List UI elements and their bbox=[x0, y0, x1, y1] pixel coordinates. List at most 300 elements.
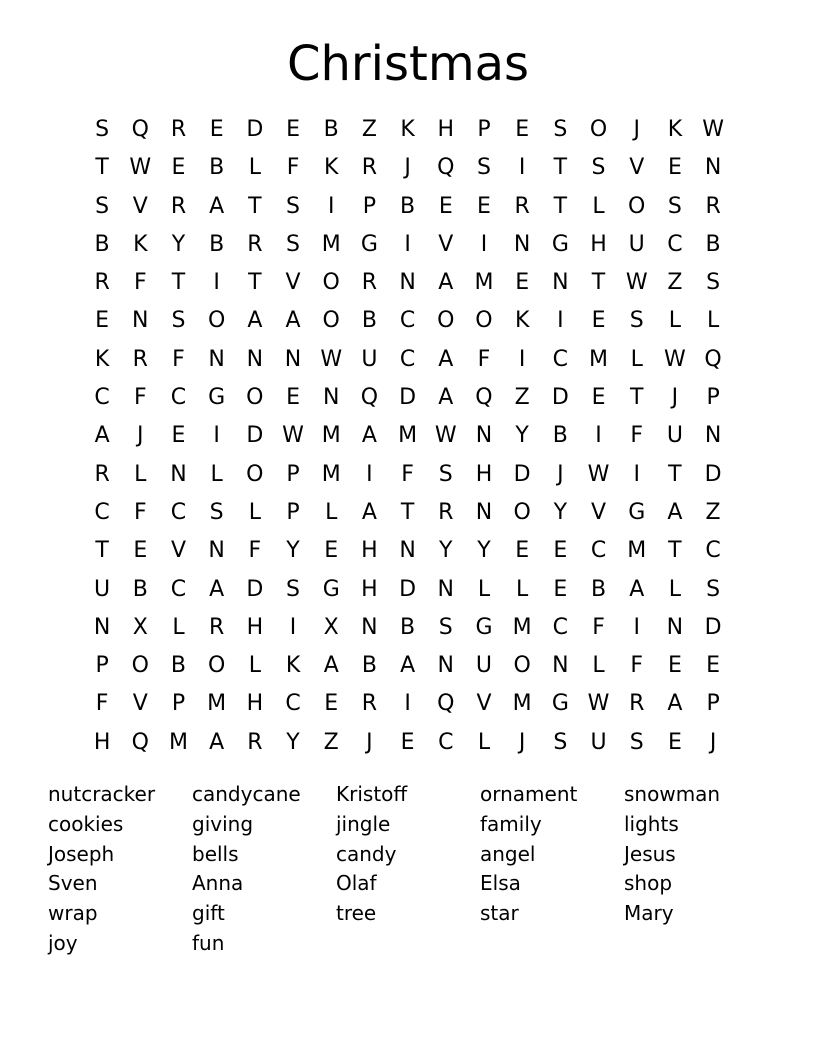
grid-letter: D bbox=[704, 614, 722, 640]
grid-letter: T bbox=[668, 461, 682, 487]
grid-letter: S bbox=[706, 576, 721, 602]
grid-letter: N bbox=[93, 614, 111, 640]
word-list-item: snowman bbox=[624, 782, 721, 806]
grid-letter: S bbox=[706, 270, 721, 296]
grid-letter: S bbox=[95, 193, 110, 219]
grid-letter: B bbox=[209, 155, 225, 181]
grid-letter: I bbox=[518, 155, 526, 181]
grid-letter: O bbox=[437, 308, 455, 334]
grid-letter: A bbox=[209, 729, 225, 755]
grid-letter: A bbox=[94, 423, 110, 449]
word-list-item: Jesus bbox=[624, 841, 676, 866]
grid-letter: I bbox=[404, 231, 411, 257]
grid-letter: W bbox=[702, 117, 724, 142]
grid-letter: R bbox=[629, 691, 645, 717]
grid-letter: K bbox=[514, 308, 530, 334]
grid-letter: C bbox=[170, 499, 187, 525]
grid-letter: H bbox=[361, 538, 378, 564]
grid-letter: T bbox=[553, 193, 568, 219]
grid-letter: L bbox=[592, 653, 605, 679]
grid-letter: H bbox=[246, 691, 264, 717]
grid-letter: F bbox=[95, 691, 109, 717]
grid-letter: V bbox=[629, 155, 645, 181]
grid-letter: E bbox=[286, 117, 300, 142]
grid-letter: N bbox=[437, 653, 455, 679]
grid-letter: M bbox=[474, 270, 494, 296]
grid-letter: T bbox=[171, 270, 186, 296]
grid-letter: N bbox=[132, 308, 149, 334]
grid-letter: S bbox=[438, 461, 453, 487]
grid-letter: L bbox=[477, 729, 491, 755]
grid-letter: T bbox=[248, 193, 262, 219]
grid-letter: Y bbox=[286, 538, 300, 564]
grid-letter: R bbox=[132, 346, 148, 372]
grid-letter: P bbox=[706, 691, 720, 717]
grid-letter: T bbox=[248, 270, 262, 296]
grid-letter: L bbox=[172, 614, 185, 640]
grid-letter: M bbox=[168, 729, 188, 755]
grid-letter: R bbox=[170, 193, 187, 219]
grid-letter: B bbox=[132, 576, 148, 602]
grid-letter: L bbox=[706, 308, 720, 334]
grid-letter: C bbox=[590, 538, 607, 564]
grid-letter: G bbox=[475, 614, 493, 640]
grid-letter: K bbox=[324, 155, 339, 181]
grid-letter: A bbox=[285, 308, 301, 334]
grid-letter: H bbox=[437, 117, 455, 142]
word-list-item: shop bbox=[624, 871, 673, 896]
word-list-item: Elsa bbox=[480, 871, 521, 896]
grid-letter: W bbox=[664, 346, 686, 372]
grid-letter: B bbox=[323, 117, 339, 142]
grid-letter: E bbox=[667, 729, 682, 755]
grid-letter: I bbox=[518, 346, 526, 372]
grid-letter: C bbox=[399, 346, 416, 372]
word-list-item: nutcracker bbox=[48, 782, 156, 806]
grid-letter: W bbox=[320, 346, 343, 372]
grid-letter: T bbox=[668, 538, 682, 564]
grid-letter: F bbox=[286, 155, 300, 181]
grid-letter: A bbox=[247, 308, 263, 334]
grid-letter: I bbox=[289, 614, 297, 640]
grid-letter: A bbox=[209, 576, 225, 602]
grid-letter: J bbox=[366, 729, 373, 755]
grid-letter: S bbox=[286, 231, 301, 257]
word-list-item: Kristoff bbox=[336, 782, 408, 806]
grid-letter: S bbox=[95, 117, 110, 142]
grid-letter: S bbox=[209, 499, 224, 525]
grid-letter: B bbox=[361, 308, 377, 334]
word-list-item: candycane bbox=[192, 782, 301, 806]
grid-letter: N bbox=[666, 614, 684, 640]
grid-letter: I bbox=[404, 691, 411, 717]
grid-letter: C bbox=[94, 385, 110, 411]
grid-letter: G bbox=[322, 576, 340, 602]
grid-letter: F bbox=[133, 499, 147, 525]
grid-letter: A bbox=[323, 653, 339, 679]
word-list-item: Olaf bbox=[336, 871, 377, 896]
grid-letter: B bbox=[209, 231, 225, 257]
grid-letter: J bbox=[671, 385, 679, 411]
grid-letter: W bbox=[587, 691, 610, 717]
grid-letter: E bbox=[209, 117, 224, 142]
word-list-item: ornament bbox=[480, 782, 578, 806]
grid-letter: L bbox=[668, 308, 682, 334]
grid-letter: R bbox=[170, 117, 187, 142]
grid-letter: R bbox=[514, 193, 530, 219]
grid-letter: Y bbox=[515, 423, 529, 449]
grid-letter: P bbox=[95, 653, 109, 679]
grid-letter: T bbox=[95, 538, 109, 564]
grid-letter: R bbox=[361, 691, 378, 717]
grid-letter: A bbox=[438, 270, 454, 296]
grid-letter: A bbox=[361, 499, 377, 525]
word-list-item: giving bbox=[192, 811, 254, 836]
word-list-item: Mary bbox=[624, 901, 674, 926]
word-list-item: candy bbox=[336, 841, 397, 866]
grid-letter: H bbox=[590, 231, 607, 257]
grid-letter: V bbox=[170, 538, 186, 564]
grid-letter: S bbox=[629, 729, 644, 755]
grid-letter: E bbox=[553, 576, 568, 602]
grid-letter: K bbox=[400, 117, 415, 142]
grid-letter: N bbox=[208, 538, 225, 564]
grid-letter: Y bbox=[439, 538, 453, 564]
grid-letter: R bbox=[705, 193, 721, 219]
grid-letter: L bbox=[630, 346, 643, 372]
grid-letter: B bbox=[361, 653, 377, 679]
grid-letter: D bbox=[513, 461, 531, 487]
grid-letter: M bbox=[321, 231, 341, 257]
grid-letter: E bbox=[553, 538, 568, 564]
grid-letter: B bbox=[94, 231, 110, 257]
grid-letter: S bbox=[286, 193, 301, 219]
grid-letter: W bbox=[434, 423, 457, 449]
grid-letter: Q bbox=[437, 155, 455, 181]
grid-letter: I bbox=[633, 461, 640, 487]
grid-letter: S bbox=[553, 117, 568, 142]
grid-letter: A bbox=[400, 653, 416, 679]
grid-letter: S bbox=[629, 308, 644, 334]
grid-letter: U bbox=[361, 346, 378, 372]
grid-letter: P bbox=[477, 117, 491, 142]
grid-letter: G bbox=[628, 499, 646, 525]
grid-letter: M bbox=[207, 691, 227, 717]
grid-letter: J bbox=[709, 729, 717, 755]
grid-letter: L bbox=[210, 461, 223, 487]
word-list-item: angel bbox=[480, 841, 536, 866]
grid-letter: G bbox=[208, 385, 226, 411]
grid-letter: L bbox=[325, 499, 338, 525]
grid-letter: C bbox=[705, 538, 721, 564]
grid-letter: O bbox=[589, 117, 608, 142]
grid-letter: F bbox=[630, 423, 644, 449]
grid-letter: C bbox=[438, 729, 454, 755]
grid-letter: Y bbox=[477, 538, 491, 564]
word-list-item: fun bbox=[192, 930, 225, 955]
grid-letter: F bbox=[172, 346, 185, 372]
grid-letter: X bbox=[132, 614, 148, 640]
grid-letter: O bbox=[322, 308, 340, 334]
grid-letter: I bbox=[213, 270, 220, 296]
grid-letter: H bbox=[361, 576, 378, 602]
grid-letter: N bbox=[361, 614, 378, 640]
word-list-item: gift bbox=[192, 901, 225, 926]
grid-letter: L bbox=[248, 499, 261, 525]
word-list-item: lights bbox=[624, 811, 679, 836]
grid-letter: B bbox=[400, 193, 416, 219]
grid-letter: O bbox=[131, 653, 149, 679]
grid-letter: A bbox=[438, 385, 454, 411]
grid-letter: M bbox=[321, 423, 341, 449]
word-list-item: tree bbox=[336, 901, 377, 926]
grid-letter: Q bbox=[437, 691, 455, 717]
grid-letter: O bbox=[513, 499, 531, 525]
grid-letter: D bbox=[399, 576, 417, 602]
grid-letter: J bbox=[518, 729, 526, 755]
grid-letter: O bbox=[246, 385, 264, 411]
grid-letter: S bbox=[476, 155, 491, 181]
grid-letter: A bbox=[629, 576, 645, 602]
grid-letter: O bbox=[207, 308, 226, 334]
grid-letter: N bbox=[704, 423, 722, 449]
grid-letter: O bbox=[322, 270, 340, 296]
grid-letter: L bbox=[516, 576, 529, 602]
grid-letter: S bbox=[438, 614, 453, 640]
grid-letter: V bbox=[438, 231, 454, 257]
grid-letter: M bbox=[589, 346, 609, 372]
grid-letter: N bbox=[284, 346, 302, 372]
grid-letter: M bbox=[512, 691, 532, 717]
grid-letter: F bbox=[477, 346, 491, 372]
grid-letter: W bbox=[625, 270, 648, 296]
grid-letter: E bbox=[591, 308, 606, 334]
grid-letter: C bbox=[170, 385, 187, 411]
grid-letter: C bbox=[170, 576, 187, 602]
grid-letter: C bbox=[667, 231, 683, 257]
grid-letter: E bbox=[171, 155, 186, 181]
grid-letter: Q bbox=[704, 346, 722, 372]
word-list bbox=[48, 780, 768, 959]
grid-letter: F bbox=[133, 385, 147, 411]
grid-letter: I bbox=[633, 614, 640, 640]
word-list-item: bells bbox=[192, 841, 239, 866]
grid-letter: N bbox=[475, 423, 493, 449]
grid-letter: E bbox=[515, 270, 530, 296]
grid-letter: L bbox=[134, 461, 147, 487]
grid-letter: N bbox=[437, 576, 455, 602]
grid-letter: D bbox=[399, 385, 417, 411]
grid-letter: V bbox=[476, 691, 492, 717]
grid-letter: Z bbox=[514, 385, 530, 411]
grid-letter: H bbox=[475, 461, 493, 487]
grid-letter: E bbox=[286, 385, 300, 411]
word-list-item: family bbox=[480, 811, 542, 836]
grid-letter: O bbox=[246, 461, 264, 487]
grid-letter: N bbox=[399, 538, 416, 564]
grid-letter: L bbox=[592, 193, 605, 219]
grid-letter: Z bbox=[667, 270, 683, 296]
word-list-item: wrap bbox=[48, 901, 98, 926]
page-title: Christmas bbox=[286, 36, 529, 92]
grid-letter: R bbox=[438, 499, 454, 525]
grid-letter: J bbox=[557, 461, 564, 487]
grid-letter: A bbox=[361, 423, 377, 449]
grid-letter: Q bbox=[131, 117, 149, 142]
grid-letter: F bbox=[133, 270, 147, 296]
grid-letter: F bbox=[401, 461, 414, 487]
grid-letter: E bbox=[133, 538, 148, 564]
grid-letter: E bbox=[706, 653, 721, 679]
grid-letter: J bbox=[137, 423, 144, 449]
word-list-item: Sven bbox=[48, 871, 98, 896]
grid-letter: R bbox=[94, 461, 110, 487]
grid-letter: D bbox=[246, 576, 264, 602]
grid-letter: N bbox=[208, 346, 225, 372]
grid-letter: X bbox=[323, 614, 339, 640]
grid-letter: I bbox=[480, 231, 488, 257]
grid-letter: E bbox=[400, 729, 415, 755]
grid-letter: O bbox=[207, 653, 226, 679]
grid-letter: E bbox=[95, 308, 110, 334]
grid-letter: D bbox=[246, 423, 264, 449]
grid-letter: G bbox=[551, 231, 569, 257]
grid-letter: T bbox=[95, 155, 109, 181]
grid-letter: K bbox=[667, 117, 683, 142]
grid-letter: V bbox=[132, 193, 148, 219]
grid-letter: I bbox=[366, 461, 373, 487]
grid-letter: B bbox=[400, 614, 416, 640]
grid-letter: N bbox=[246, 346, 264, 372]
grid-letter: N bbox=[399, 270, 416, 296]
grid-letter: Y bbox=[286, 729, 300, 755]
grid-letter: I bbox=[327, 193, 335, 219]
grid-letter: P bbox=[706, 385, 720, 411]
grid-letter: A bbox=[209, 193, 225, 219]
word-list-item: Joseph bbox=[48, 841, 115, 866]
grid-letter: T bbox=[591, 270, 606, 296]
grid-letter: E bbox=[438, 193, 453, 219]
grid-letter: I bbox=[557, 308, 564, 334]
grid-letter: D bbox=[704, 461, 722, 487]
grid-letter: S bbox=[171, 308, 186, 334]
grid-letter: Y bbox=[171, 231, 186, 257]
grid-letter: C bbox=[552, 346, 569, 372]
grid-letter: R bbox=[209, 614, 225, 640]
grid-letter: P bbox=[286, 461, 300, 487]
grid-letter: N bbox=[552, 270, 569, 296]
grid-letter: O bbox=[513, 653, 531, 679]
grid-letter: C bbox=[94, 499, 110, 525]
grid-letter: O bbox=[475, 308, 493, 334]
word-list-item: star bbox=[480, 901, 519, 926]
grid-letter: U bbox=[475, 653, 493, 679]
grid-letter: L bbox=[477, 576, 491, 602]
grid-letter: N bbox=[475, 499, 493, 525]
grid-letter: N bbox=[552, 653, 569, 679]
grid-letter: W bbox=[129, 155, 152, 181]
grid-letter: A bbox=[667, 691, 683, 717]
grid-letter: D bbox=[551, 385, 569, 411]
grid-letter: K bbox=[133, 231, 148, 257]
grid-letter: C bbox=[285, 691, 301, 717]
grid-letter: P bbox=[286, 499, 300, 525]
grid-letter: U bbox=[590, 729, 607, 755]
grid-letter: R bbox=[361, 155, 378, 181]
grid-letter: F bbox=[630, 653, 644, 679]
grid-letter: E bbox=[591, 385, 606, 411]
grid-letter: V bbox=[591, 499, 607, 525]
grid-letter: H bbox=[93, 729, 111, 755]
grid-letter: B bbox=[590, 576, 607, 602]
grid-letter: N bbox=[170, 461, 187, 487]
word-list-item: cookies bbox=[48, 811, 124, 836]
grid-letter: R bbox=[361, 270, 378, 296]
grid-letter: Q bbox=[360, 385, 379, 411]
grid-letter: O bbox=[628, 193, 646, 219]
grid-letter: R bbox=[247, 729, 263, 755]
grid-letter: S bbox=[286, 576, 301, 602]
grid-letter: V bbox=[132, 691, 148, 717]
grid-letter: U bbox=[666, 423, 683, 449]
grid-letter: Z bbox=[361, 117, 377, 142]
grid-letter: K bbox=[285, 653, 301, 679]
grid-letter: F bbox=[248, 538, 262, 564]
grid-letter: W bbox=[282, 423, 304, 449]
grid-letter: A bbox=[438, 346, 454, 372]
grid-letter: N bbox=[322, 385, 340, 411]
grid-letter: P bbox=[362, 193, 377, 219]
grid-letter: N bbox=[513, 231, 531, 257]
grid-letter: E bbox=[515, 538, 530, 564]
grid-letter: J bbox=[404, 155, 411, 181]
grid-letter: G bbox=[360, 231, 378, 257]
grid-letter: Q bbox=[475, 385, 493, 411]
grid-letter: G bbox=[551, 691, 569, 717]
grid-letter: Q bbox=[131, 729, 149, 755]
grid-letter: S bbox=[667, 193, 682, 219]
grid-letter: U bbox=[94, 576, 111, 602]
grid-letter: V bbox=[285, 270, 301, 296]
word-list-item: jingle bbox=[336, 811, 391, 836]
grid-letter: N bbox=[704, 155, 722, 181]
grid-letter: B bbox=[705, 231, 721, 257]
grid-letter: C bbox=[552, 614, 569, 640]
grid-letter: E bbox=[667, 653, 682, 679]
grid-letter: I bbox=[595, 423, 602, 449]
grid-letter: Z bbox=[705, 499, 721, 525]
grid-letter: L bbox=[248, 653, 261, 679]
grid-letter: H bbox=[246, 614, 264, 640]
word-list-item: joy bbox=[48, 930, 78, 955]
grid-letter: A bbox=[667, 499, 683, 525]
grid-letter: S bbox=[553, 729, 568, 755]
grid-letter: M bbox=[321, 461, 341, 487]
grid-letter: W bbox=[587, 461, 610, 487]
grid-letter: T bbox=[629, 385, 644, 411]
grid-letter: M bbox=[512, 614, 532, 640]
grid-letter: R bbox=[94, 270, 110, 296]
grid-letter: M bbox=[627, 538, 647, 564]
grid-letter: B bbox=[170, 653, 187, 679]
grid-letter: S bbox=[591, 155, 606, 181]
grid-letter: B bbox=[552, 423, 568, 449]
grid-letter: E bbox=[171, 423, 186, 449]
grid-letter: E bbox=[324, 538, 339, 564]
grid-letter: I bbox=[213, 423, 220, 449]
grid-letter: E bbox=[477, 193, 491, 219]
grid-letter: P bbox=[171, 691, 186, 717]
